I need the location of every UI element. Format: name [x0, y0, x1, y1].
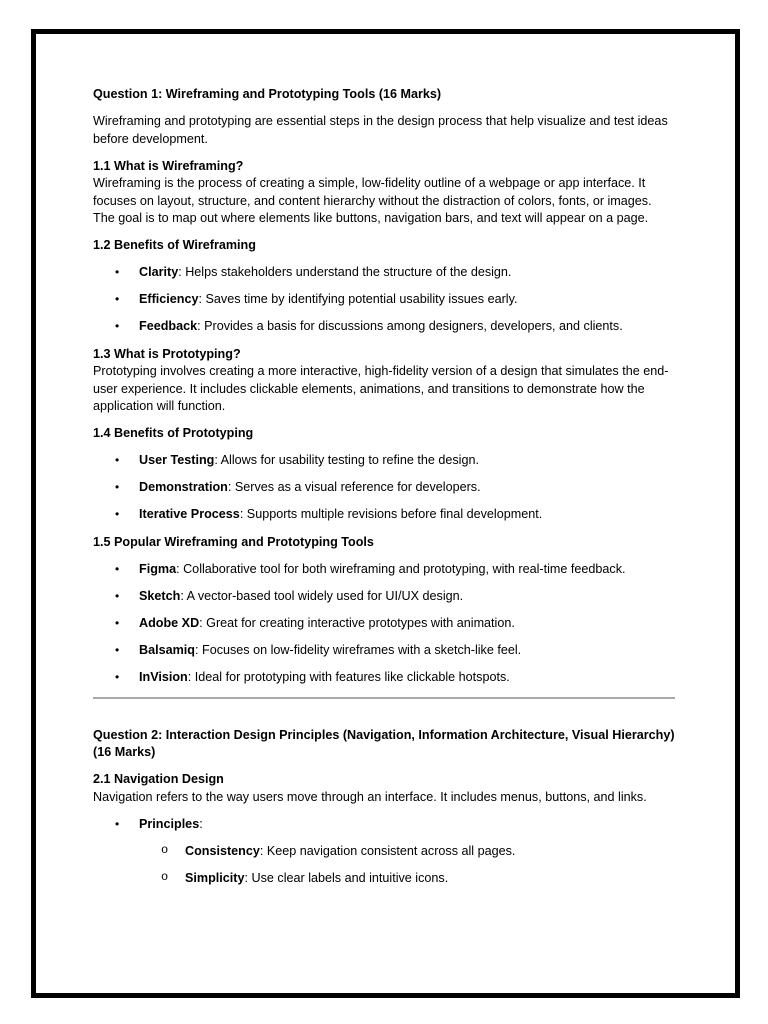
section-1-3-title: 1.3 What is Prototyping? [93, 346, 241, 361]
list-item-term: Figma [139, 561, 177, 576]
list-item [93, 642, 675, 660]
list-item [93, 452, 675, 470]
section-2-1-body: Navigation refers to the way users move through an interface. It includes menus, buttons, and links. [93, 789, 647, 804]
bullet-icon: • [115, 643, 120, 658]
bullet-icon: • [115, 292, 120, 307]
section-1-4-title: 1.4 Benefits of Prototyping [93, 426, 254, 441]
list-item-desc: : Serves as a visual reference for developers. [227, 480, 481, 495]
list-item [93, 561, 675, 579]
list-item-term: Balsamiq [139, 643, 195, 658]
document-body [93, 86, 675, 897]
list-item-desc: : Ideal for prototyping with features like clickable hotspots. [187, 670, 510, 685]
section-1-4-list [93, 452, 675, 524]
list-item-term: Iterative Process [139, 507, 240, 522]
section-1-5-list [93, 561, 675, 687]
section-2-1-list [93, 816, 675, 834]
list-item-desc: : [199, 816, 203, 831]
list-item-term: Principles [139, 816, 200, 831]
list-item [93, 291, 675, 309]
question-2-title: Question 2: Interaction Design Principles (Navigation, Information Architecture, Visual Hierarchy) (16 Marks) [93, 727, 675, 760]
list-item-desc: : Helps stakeholders understand the structure of the design. [178, 265, 512, 279]
bullet-icon: • [115, 453, 120, 468]
sub-list-item-term: Simplicity [185, 870, 245, 885]
sub-list-item [93, 870, 675, 888]
bullet-icon: • [115, 561, 120, 576]
sub-list-item-desc: : Use clear labels and intuitive icons. [244, 870, 449, 885]
question-1-title: Question 1: Wireframing and Prototyping Tools (16 Marks) [93, 87, 442, 101]
list-item-term: Sketch [139, 588, 181, 603]
bullet-icon: • [115, 616, 120, 630]
section-1-1-body: Wireframing is the process of creating a simple, low-fidelity outline of a webpage or app interface. It focuses on layout, structure, and content hierarchy without the distraction of colors, fonts, or images. The goal is to map out where elements like buttons, navigation bars, and text will appear on a page. [93, 176, 652, 225]
section-2-1-title: 2.1 Navigation Design [93, 772, 224, 787]
sub-list-item-term: Consistency [185, 843, 260, 858]
bullet-icon: • [115, 670, 120, 685]
bullet-icon: • [115, 480, 120, 495]
list-item [93, 816, 675, 834]
list-item [93, 318, 675, 336]
section-1-3-body: Prototyping involves creating a more interactive, high-fidelity version of a design that simulates the end-user experience. It includes clickable elements, animations, and transitions to demonstrate how the application will function. [93, 364, 669, 414]
section-1-2-list [93, 264, 675, 336]
sub-list-item [93, 843, 675, 861]
list-item-term: Adobe XD [139, 616, 200, 630]
list-item-term: InVision [139, 670, 188, 685]
list-item-desc: : Provides a basis for discussions among designers, developers, and clients. [197, 319, 623, 334]
bullet-icon: • [115, 588, 120, 603]
bullet-icon: • [115, 265, 120, 279]
list-item-desc: : Allows for usability testing to refine the design. [214, 453, 479, 468]
section-1-1-title: 1.1 What is Wireframing? [93, 158, 244, 173]
section-1-1 [93, 158, 675, 228]
list-item-desc: : Great for creating interactive prototypes with animation. [199, 616, 515, 630]
list-item [93, 479, 675, 497]
section-1-5-title: 1.5 Popular Wireframing and Prototyping Tools [93, 534, 374, 549]
list-item [93, 506, 675, 524]
section-divider [93, 697, 675, 699]
bullet-icon: • [115, 319, 120, 334]
list-item [93, 669, 675, 687]
section-2-1-sublist [93, 843, 675, 888]
list-item [93, 264, 675, 282]
section-1-3 [93, 346, 675, 416]
list-item-term: Feedback [139, 319, 198, 334]
list-item [93, 588, 675, 606]
list-item-term: Clarity [139, 265, 179, 279]
question-1-intro: Wireframing and prototyping are essential steps in the design process that help visualize and test ideas before development. [93, 114, 668, 146]
list-item-term: Demonstration [139, 480, 228, 495]
circle-bullet-icon: o [161, 869, 169, 884]
circle-bullet-icon: o [161, 842, 169, 857]
list-item-term: User Testing [139, 453, 215, 468]
list-item-desc: : Supports multiple revisions before final development. [239, 507, 543, 522]
bullet-icon: • [115, 507, 120, 522]
list-item-desc: : Collaborative tool for both wireframing and prototyping, with real-time feedback. [176, 561, 626, 576]
list-item-term: Efficiency [139, 292, 199, 307]
list-item-desc: : Focuses on low-fidelity wireframes with a sketch-like feel. [195, 643, 522, 658]
bullet-icon: • [115, 816, 120, 831]
section-2-1 [93, 771, 675, 806]
list-item-desc: : Saves time by identifying potential usability issues early. [198, 292, 518, 307]
list-item [93, 615, 675, 633]
section-1-2-title: 1.2 Benefits of Wireframing [93, 238, 256, 252]
sub-list-item-desc: : Keep navigation consistent across all pages. [259, 843, 516, 858]
list-item-desc: : A vector-based tool widely used for UI/UX design. [180, 588, 464, 603]
